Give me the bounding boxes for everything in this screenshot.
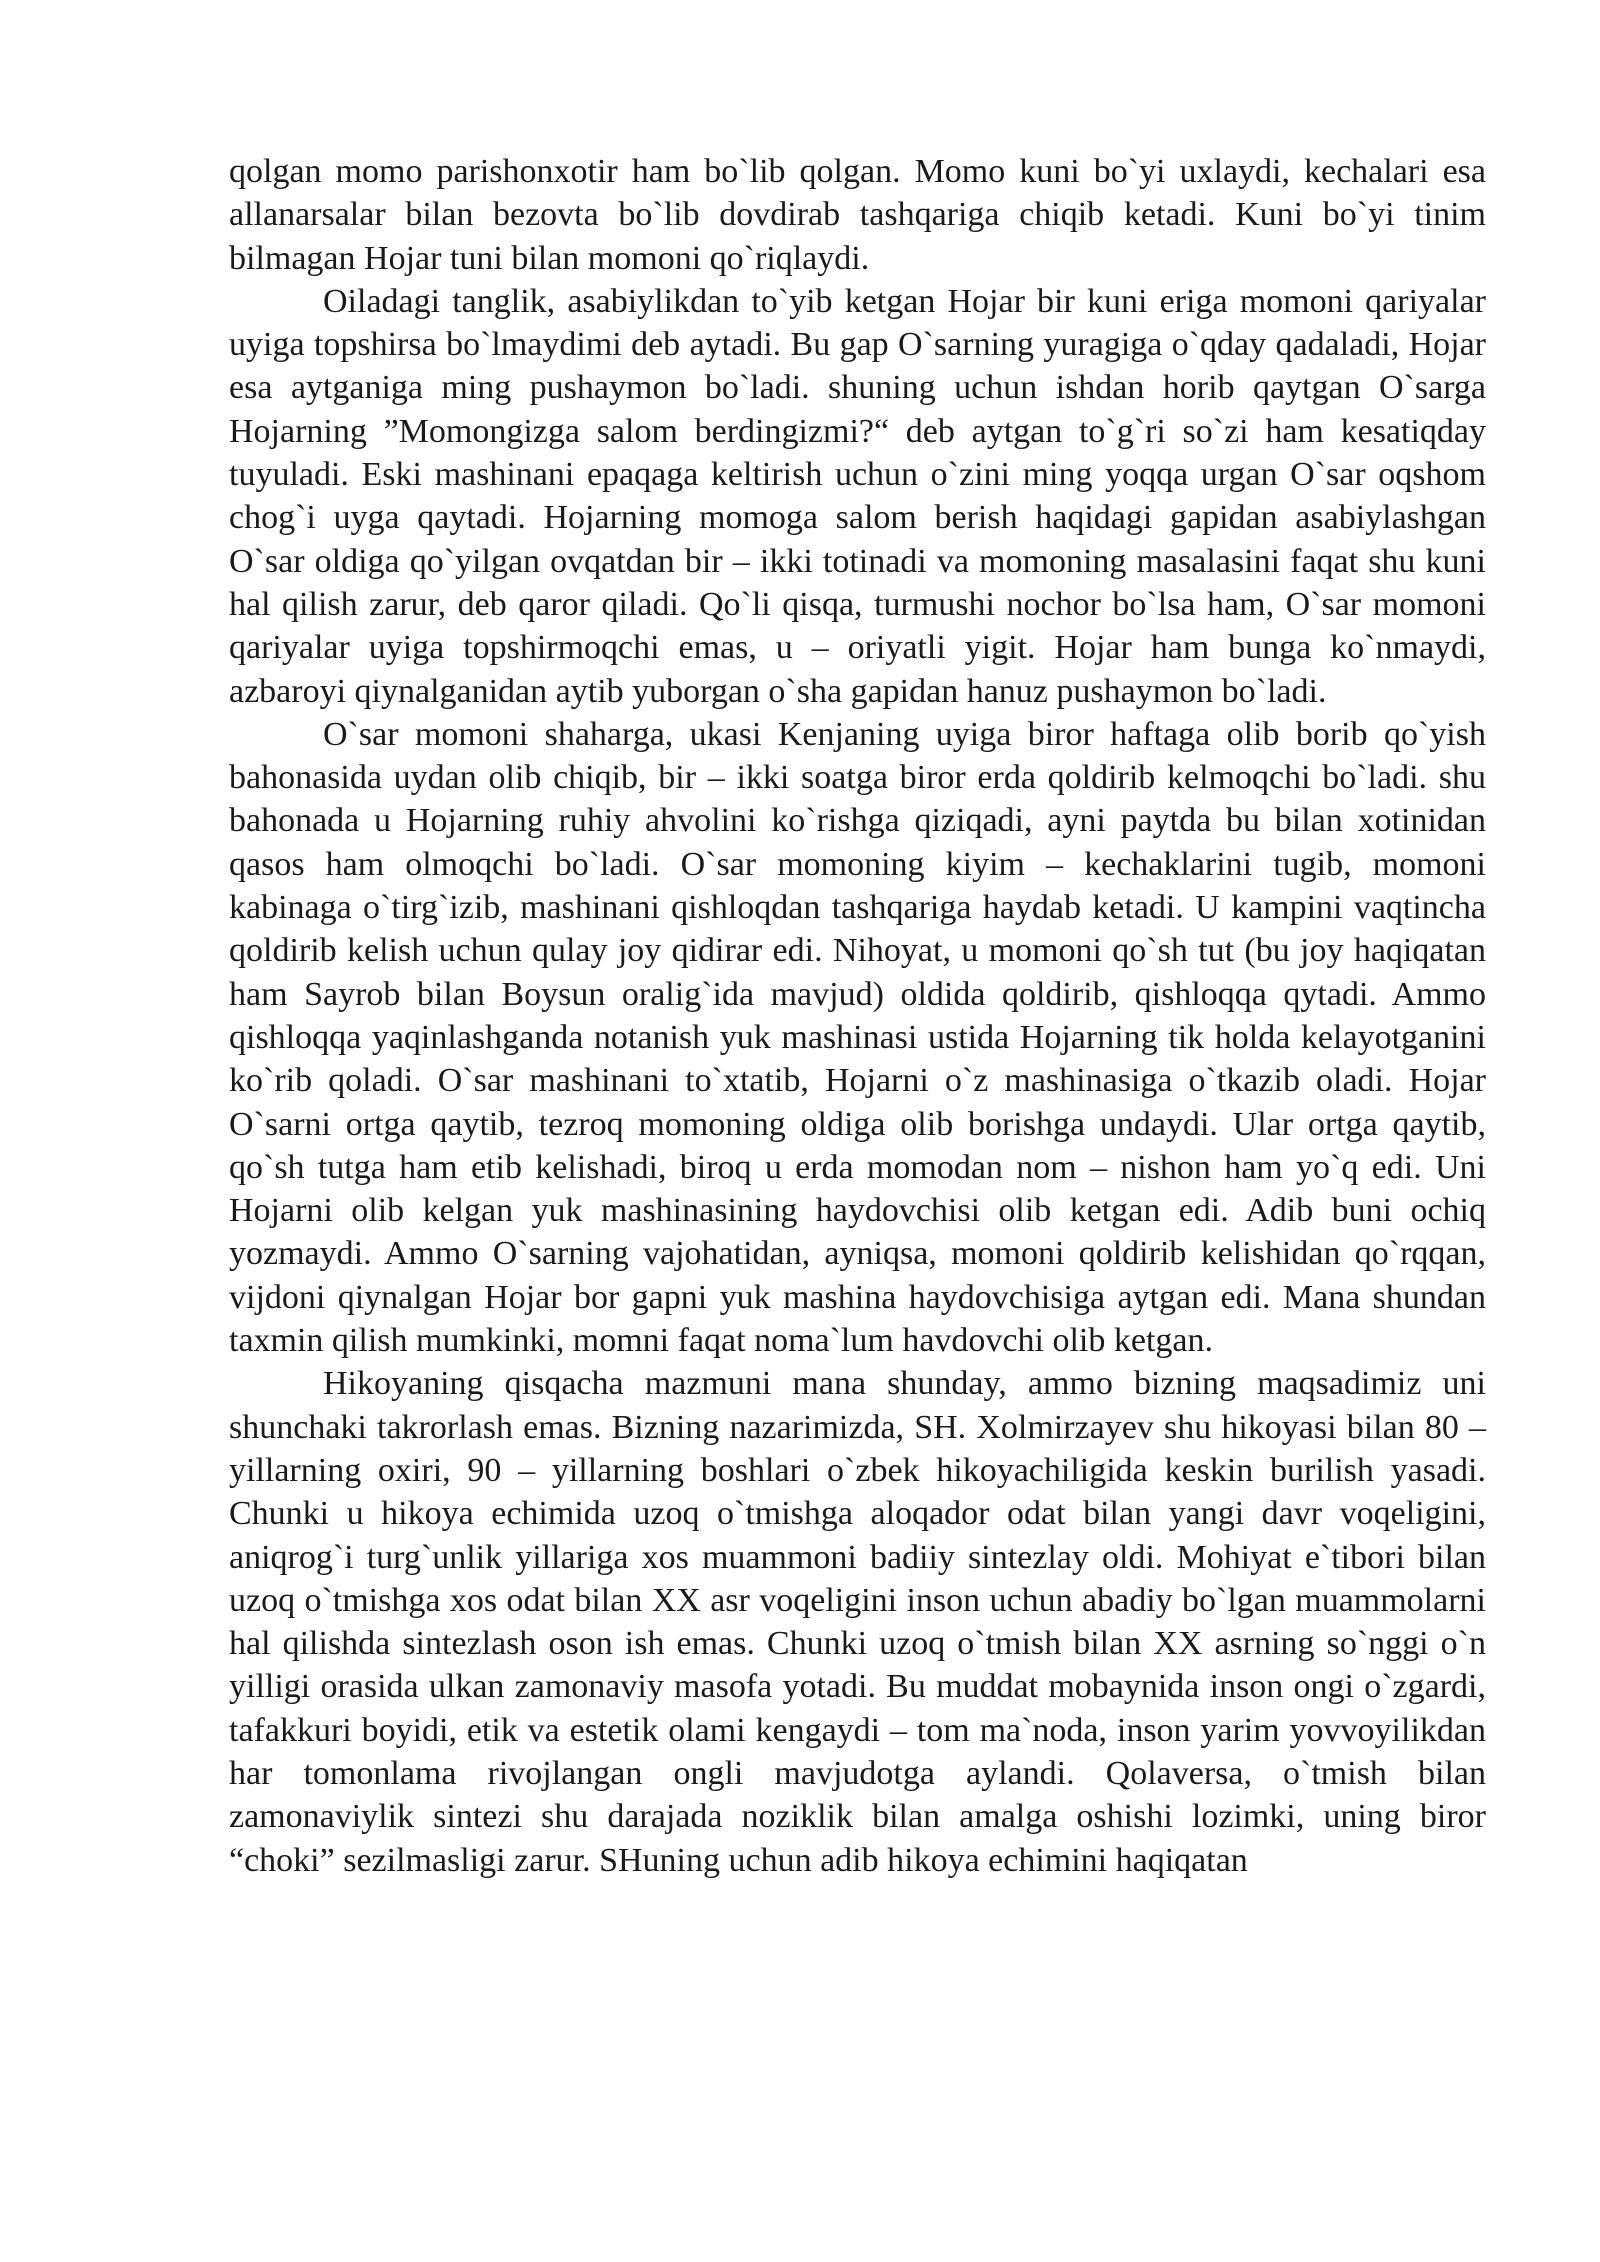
document-page — [229, 150, 1486, 1882]
paragraph-story-analysis: Hikoyaning qisqacha mazmuni mana shunday, ammo bizning maqsadimiz uni shunchaki takrorlash emas. Bizning nazarimizda, SH. Xolmirzayev shu hikoyasi bilan 80 – yillarning oxiri, 90 – yillarning boshlari o`zbek hikoyachiligida keskin burilish yasadi. Chunki u hikoya echimida uzoq o`tmishga aloqador odat bilan yangi davr voqeligini, aniqrog`i turg`unlik yillariga xos muammoni badiiy sintezlay oldi. Mohiyat e`tibori bilan uzoq o`tmishga xos odat bilan XX asr voqeligini inson uchun abadiy bo`lgan muammolarni hal qilishda sintezlash oson ish emas. Chunki uzoq o`tmish bilan XX asrning so`nggi o`n yilligi orasida ulkan zamonaviy masofa yotadi. Bu muddat mobaynida inson ongi o`zgardi, tafakkuri boyidi, etik va estetik olami kengaydi – tom ma`noda, inson yarim yovvoyilikdan har tomonlama rivojlangan ongli mavjudotga aylandi. Qolaversa, o`tmish bilan zamonaviylik sintezi shu darajada noziklik bilan amalga oshishi lozimki, uning biror “choki” sezilmasligi zarur. SHuning uchun adib hikoya echimini haqiqatan — [229, 1365, 1486, 1879]
paragraph-family-tension: Oiladagi tanglik, asabiylikdan to`yib ketgan Hojar bir kuni eriga momoni qariyalar uyiga topshirsa bo`lmaydimi deb aytadi. Bu gap O`sarning yuragiga o`qday qadaladi, Hojar esa aytganiga ming pushaymon bo`ladi. shuning uchun ishdan horib qaytgan O`sarga Hojarning ”Momongizga salom berdingizmi?“ deb aytgan to`g`ri so`zi ham kesatiqday tuyuladi. Eski mashinani epaqaga keltirish uchun o`zini ming yoqqa urgan O`sar oqshom chog`i uyga qaytadi. Hojarning momoga salom berish haqidagi gapidan asabiylashgan O`sar oldiga qo`yilgan ovqatdan bir – ikki totinadi va momoning masalasini faqat shu kuni hal qilish zarur, deb qaror qiladi. Qo`li qisqa, turmushi nochor bo`lsa ham, O`sar momoni qariyalar uyiga topshirmoqchi emas, u – oriyatli yigit. Hojar ham bunga ko`nmaydi, azbaroyi qiynalganidan aytib yuborgan o`sha gapidan hanuz pushaymon bo`ladi. — [229, 282, 1486, 710]
paragraph-continuation: qolgan momo parishonxotir ham bo`lib qolgan. Momo kuni bo`yi uxlaydi, kechalari esa allanarsalar bilan bezovta bo`lib dovdirab tashqariga chiqib ketadi. Kuni bo`yi tinim bilmagan Hojar tuni bilan momoni qo`riqlaydi. — [229, 153, 1486, 277]
paragraph-momo-departure: O`sar momoni shaharga, ukasi Kenjaning uyiga biror haftaga olib borib qo`yish bahonasida uydan olib chiqib, bir – ikki soatga biror erda qoldirib kelmoqchi bo`ladi. shu bahonada u Hojarning ruhiy ahvolini ko`rishga qiziqadi, ayni paytda bu bilan xotinidan qasos ham olmoqchi bo`ladi. O`sar momoning kiyim – kechaklarini tugib, momoni kabinaga o`tirg`izib, mashinani qishloqdan tashqariga haydab ketadi. U kampini vaqtincha qoldirib kelish uchun qulay joy qidirar edi. Nihoyat, u momoni qo`sh tut (bu joy haqiqatan ham Sayrob bilan Boysun oralig`ida mavjud) oldida qoldirib, qishloqqa qytadi. Ammo qishloqqa yaqinlashganda notanish yuk mashinasi ustida Hojarning tik holda kelayotganini ko`rib qoladi. O`sar mashinani to`xtatib, Hojarni o`z mashinasiga o`tkazib oladi. Hojar O`sarni ortga qaytib, tezroq momoning oldiga olib borishga undaydi. Ular ortga qaytib, qo`sh tutga ham etib kelishadi, biroq u erda momodan nom – nishon ham yo`q edi. Uni Hojarni olib kelgan yuk mashinasining haydovchisi olib ketgan edi. Adib buni ochiq yozmaydi. Ammo O`sarning vajohatidan, ayniqsa, momoni qoldirib kelishidan qo`rqqan, vijdoni qiynalgan Hojar bor gapni yuk mashina haydovchisiga aytgan edi. Mana shundan taxmin qilish mumkinki, momni faqat noma`lum havdovchi olib ketgan. — [229, 715, 1486, 1360]
